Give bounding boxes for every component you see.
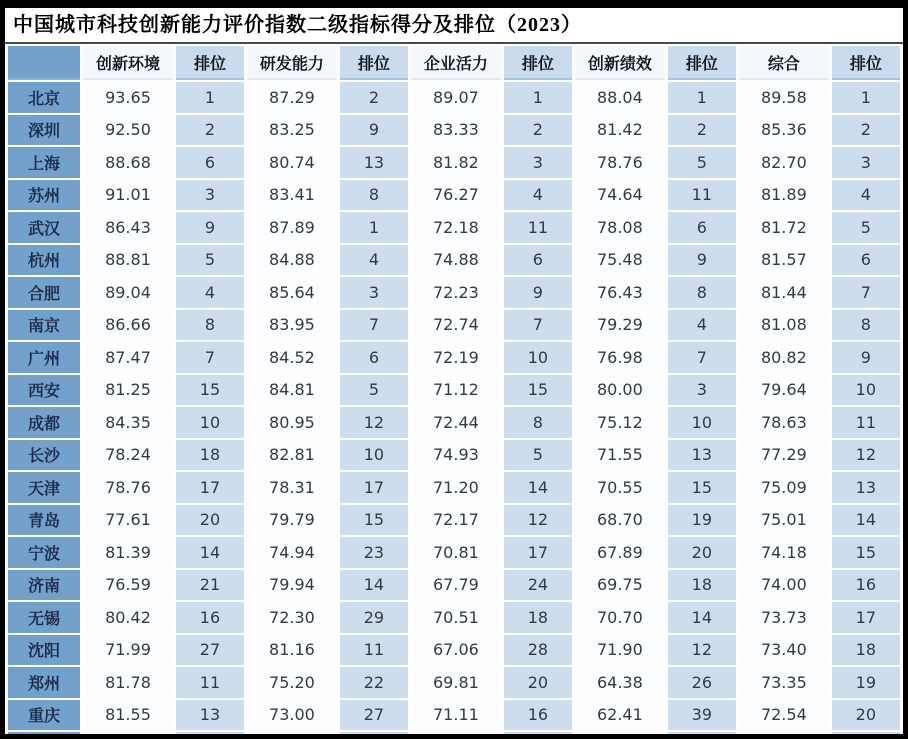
score-cell: 67.89 (575, 537, 665, 568)
score-cell: 75.48 (575, 245, 665, 276)
rank-cell: 10 (832, 375, 900, 406)
score-cell: 72.74 (411, 310, 501, 341)
score-cell: 78.31 (247, 472, 337, 503)
score-cell: 87.89 (247, 212, 337, 243)
score-cell: 69.81 (411, 667, 501, 698)
score-cell: 84.81 (247, 375, 337, 406)
score-cell: 84.88 (247, 245, 337, 276)
rank-cell: 5 (340, 375, 408, 406)
table-row (8, 310, 900, 341)
score-cell: 81.16 (247, 635, 337, 666)
score-cell: 70.51 (411, 602, 501, 633)
score-column-header: 企业活力 (411, 46, 501, 80)
rank-cell: 17 (340, 472, 408, 503)
rank-cell: 12 (832, 440, 900, 471)
rank-cell: 17 (504, 537, 572, 568)
score-cell: 83.95 (247, 310, 337, 341)
score-cell: 74.18 (739, 537, 829, 568)
partial-cell (340, 732, 408, 736)
corner-cell (8, 46, 80, 80)
score-cell: 67.79 (411, 570, 501, 601)
city-name-cell: 济南 (8, 570, 80, 601)
rank-cell: 11 (668, 180, 736, 211)
city-name-cell: 广州 (8, 342, 80, 373)
rank-cell: 5 (504, 440, 572, 471)
rank-cell: 4 (504, 180, 572, 211)
score-column-header: 研发能力 (247, 46, 337, 80)
city-name-cell: 重庆 (8, 700, 80, 731)
score-cell: 87.47 (83, 342, 173, 373)
rank-cell: 15 (176, 375, 244, 406)
rank-cell: 8 (668, 277, 736, 308)
score-cell: 80.74 (247, 147, 337, 178)
score-cell: 75.09 (739, 472, 829, 503)
partial-cell (575, 732, 665, 736)
rank-cell: 9 (176, 212, 244, 243)
rank-cell: 11 (340, 635, 408, 666)
rank-cell: 16 (504, 700, 572, 731)
city-name-cell: 天津 (8, 472, 80, 503)
score-cell: 76.27 (411, 180, 501, 211)
score-cell: 79.94 (247, 570, 337, 601)
score-cell: 89.58 (739, 82, 829, 113)
city-name-cell: 沈阳 (8, 635, 80, 666)
rank-cell: 20 (176, 505, 244, 536)
city-name-cell: 深圳 (8, 115, 80, 146)
header-row (8, 46, 900, 80)
rank-cell: 16 (176, 602, 244, 633)
rank-cell: 19 (668, 505, 736, 536)
rank-cell: 3 (340, 277, 408, 308)
score-cell: 89.04 (83, 277, 173, 308)
score-cell: 75.01 (739, 505, 829, 536)
score-cell: 81.57 (739, 245, 829, 276)
score-cell: 82.81 (247, 440, 337, 471)
rank-cell: 12 (668, 635, 736, 666)
score-cell: 81.78 (83, 667, 173, 698)
partial-cell (247, 732, 337, 736)
score-cell: 80.82 (739, 342, 829, 373)
rank-cell: 7 (504, 310, 572, 341)
rank-cell: 11 (176, 667, 244, 698)
rank-cell: 18 (176, 440, 244, 471)
score-cell: 72.19 (411, 342, 501, 373)
rank-cell: 13 (340, 147, 408, 178)
score-cell: 78.24 (83, 440, 173, 471)
city-name-cell: 苏州 (8, 180, 80, 211)
rank-cell: 23 (340, 537, 408, 568)
score-cell: 84.52 (247, 342, 337, 373)
rank-cell: 39 (668, 700, 736, 731)
score-cell: 81.08 (739, 310, 829, 341)
rank-cell: 3 (668, 375, 736, 406)
rank-cell: 10 (668, 407, 736, 438)
rank-cell: 27 (176, 635, 244, 666)
rank-cell: 1 (176, 82, 244, 113)
score-cell: 83.25 (247, 115, 337, 146)
score-cell: 74.88 (411, 245, 501, 276)
score-cell: 76.98 (575, 342, 665, 373)
rank-cell: 24 (504, 570, 572, 601)
table-row (8, 635, 900, 666)
score-cell: 85.64 (247, 277, 337, 308)
table-row (8, 245, 900, 276)
score-cell: 70.81 (411, 537, 501, 568)
rank-column-header: 排位 (176, 46, 244, 80)
partial-cell (411, 732, 501, 736)
score-cell: 74.93 (411, 440, 501, 471)
score-cell: 80.42 (83, 602, 173, 633)
score-column-header: 创新环境 (83, 46, 173, 80)
city-name-cell: 成都 (8, 407, 80, 438)
rank-cell: 15 (504, 375, 572, 406)
rank-cell: 28 (504, 635, 572, 666)
rank-cell: 22 (340, 667, 408, 698)
rank-cell: 14 (832, 505, 900, 536)
score-cell: 68.70 (575, 505, 665, 536)
score-cell: 79.29 (575, 310, 665, 341)
score-cell: 74.94 (247, 537, 337, 568)
rank-cell: 3 (176, 180, 244, 211)
partial-cell (83, 732, 173, 736)
score-cell: 71.12 (411, 375, 501, 406)
rank-cell: 10 (504, 342, 572, 373)
rank-cell: 1 (668, 82, 736, 113)
rank-cell: 13 (832, 472, 900, 503)
score-cell: 72.17 (411, 505, 501, 536)
rank-cell: 2 (504, 115, 572, 146)
score-cell: 69.75 (575, 570, 665, 601)
rank-cell: 19 (832, 667, 900, 698)
rank-cell: 13 (668, 440, 736, 471)
score-cell: 82.70 (739, 147, 829, 178)
table-row (8, 505, 900, 536)
score-cell: 74.00 (739, 570, 829, 601)
score-cell: 77.61 (83, 505, 173, 536)
score-cell: 73.40 (739, 635, 829, 666)
rank-cell: 20 (832, 700, 900, 731)
score-cell: 79.64 (739, 375, 829, 406)
rank-cell: 7 (668, 342, 736, 373)
rank-cell: 15 (340, 505, 408, 536)
rank-cell: 4 (176, 277, 244, 308)
score-cell: 79.79 (247, 505, 337, 536)
rank-cell: 1 (832, 82, 900, 113)
rank-cell: 4 (340, 245, 408, 276)
city-name-cell: 青岛 (8, 505, 80, 536)
rank-cell: 4 (668, 310, 736, 341)
score-cell: 71.11 (411, 700, 501, 731)
table-row (8, 342, 900, 373)
score-column-header: 创新绩效 (575, 46, 665, 80)
table-row (8, 440, 900, 471)
rank-cell: 7 (340, 310, 408, 341)
rank-cell: 18 (668, 570, 736, 601)
table-row (8, 667, 900, 698)
score-cell: 88.68 (83, 147, 173, 178)
score-cell: 81.89 (739, 180, 829, 211)
rank-cell: 29 (340, 602, 408, 633)
partial-cell (668, 732, 736, 736)
score-column-header: 综合 (739, 46, 829, 80)
partial-cell (504, 732, 572, 736)
score-cell: 75.12 (575, 407, 665, 438)
rank-cell: 15 (668, 472, 736, 503)
table-row (8, 537, 900, 568)
score-cell: 73.00 (247, 700, 337, 731)
table-body (8, 82, 900, 736)
rank-column-header: 排位 (668, 46, 736, 80)
rank-cell: 17 (832, 602, 900, 633)
score-cell: 73.35 (739, 667, 829, 698)
score-cell: 74.64 (575, 180, 665, 211)
score-cell: 85.36 (739, 115, 829, 146)
table-row (8, 180, 900, 211)
rank-cell: 8 (832, 310, 900, 341)
rank-cell: 9 (340, 115, 408, 146)
score-cell: 77.29 (739, 440, 829, 471)
rank-cell: 5 (832, 212, 900, 243)
rank-cell: 8 (340, 180, 408, 211)
rank-cell: 17 (176, 472, 244, 503)
rank-cell: 9 (504, 277, 572, 308)
rank-cell: 9 (832, 342, 900, 373)
score-cell: 88.04 (575, 82, 665, 113)
rank-cell: 16 (832, 570, 900, 601)
partial-cropped-row (8, 732, 900, 736)
rank-cell: 6 (668, 212, 736, 243)
score-cell: 84.35 (83, 407, 173, 438)
rank-cell: 5 (668, 147, 736, 178)
score-cell: 86.43 (83, 212, 173, 243)
table-row (8, 602, 900, 633)
city-name-cell: 郑州 (8, 667, 80, 698)
table-row (8, 82, 900, 113)
score-cell: 71.90 (575, 635, 665, 666)
city-name-cell: 北京 (8, 82, 80, 113)
rank-cell: 2 (340, 82, 408, 113)
rank-cell: 7 (176, 342, 244, 373)
partial-city-cell (8, 732, 80, 736)
score-cell: 70.70 (575, 602, 665, 633)
score-cell: 93.65 (83, 82, 173, 113)
rank-cell: 8 (504, 407, 572, 438)
rank-cell: 10 (340, 440, 408, 471)
city-name-cell: 无锡 (8, 602, 80, 633)
partial-cell (739, 732, 829, 736)
score-cell: 72.54 (739, 700, 829, 731)
table-row (8, 147, 900, 178)
score-cell: 72.18 (411, 212, 501, 243)
table-row (8, 700, 900, 731)
rank-cell: 6 (832, 245, 900, 276)
rank-cell: 2 (668, 115, 736, 146)
rank-cell: 2 (176, 115, 244, 146)
score-cell: 72.44 (411, 407, 501, 438)
score-cell: 81.82 (411, 147, 501, 178)
city-name-cell: 合肥 (8, 277, 80, 308)
rank-cell: 9 (668, 245, 736, 276)
rank-cell: 4 (832, 180, 900, 211)
score-cell: 62.41 (575, 700, 665, 731)
city-name-cell: 南京 (8, 310, 80, 341)
rank-cell: 11 (832, 407, 900, 438)
page-title: 中国城市科技创新能力评价指数二级指标得分及排位（2023） (5, 8, 903, 44)
score-cell: 75.20 (247, 667, 337, 698)
rank-cell: 6 (504, 245, 572, 276)
score-cell: 76.59 (83, 570, 173, 601)
rank-cell: 18 (504, 602, 572, 633)
city-name-cell: 杭州 (8, 245, 80, 276)
score-cell: 64.38 (575, 667, 665, 698)
rank-cell: 21 (176, 570, 244, 601)
table-row (8, 472, 900, 503)
score-cell: 72.23 (411, 277, 501, 308)
table-row (8, 570, 900, 601)
rank-cell: 1 (340, 212, 408, 243)
rank-cell: 14 (176, 537, 244, 568)
score-cell: 86.66 (83, 310, 173, 341)
rank-cell: 20 (504, 667, 572, 698)
rank-cell: 6 (340, 342, 408, 373)
table-row (8, 407, 900, 438)
rank-cell: 6 (176, 147, 244, 178)
score-cell: 87.29 (247, 82, 337, 113)
rank-cell: 14 (668, 602, 736, 633)
score-cell: 71.20 (411, 472, 501, 503)
table-row (8, 115, 900, 146)
score-cell: 78.76 (83, 472, 173, 503)
score-cell: 71.99 (83, 635, 173, 666)
rank-cell: 3 (832, 147, 900, 178)
city-name-cell: 宁波 (8, 537, 80, 568)
score-cell: 91.01 (83, 180, 173, 211)
score-cell: 88.81 (83, 245, 173, 276)
rank-cell: 11 (504, 212, 572, 243)
score-cell: 81.72 (739, 212, 829, 243)
table-row (8, 375, 900, 406)
score-cell: 70.55 (575, 472, 665, 503)
score-cell: 81.55 (83, 700, 173, 731)
score-cell: 81.39 (83, 537, 173, 568)
rank-cell: 15 (832, 537, 900, 568)
score-cell: 80.95 (247, 407, 337, 438)
rank-cell: 12 (340, 407, 408, 438)
city-name-cell: 长沙 (8, 440, 80, 471)
score-cell: 73.73 (739, 602, 829, 633)
city-name-cell: 武汉 (8, 212, 80, 243)
score-cell: 76.43 (575, 277, 665, 308)
score-cell: 92.50 (83, 115, 173, 146)
score-cell: 81.25 (83, 375, 173, 406)
partial-cell (832, 732, 900, 736)
rank-cell: 5 (176, 245, 244, 276)
table-header (8, 46, 900, 80)
rank-cell: 14 (504, 472, 572, 503)
rank-column-header: 排位 (832, 46, 900, 80)
score-cell: 72.30 (247, 602, 337, 633)
rank-cell: 2 (832, 115, 900, 146)
score-cell: 78.08 (575, 212, 665, 243)
rank-cell: 7 (832, 277, 900, 308)
rank-cell: 13 (176, 700, 244, 731)
rank-cell: 26 (668, 667, 736, 698)
score-cell: 80.00 (575, 375, 665, 406)
index-table (5, 44, 903, 738)
rank-cell: 20 (668, 537, 736, 568)
score-cell: 89.07 (411, 82, 501, 113)
score-cell: 71.55 (575, 440, 665, 471)
city-name-cell: 上海 (8, 147, 80, 178)
rank-cell: 27 (340, 700, 408, 731)
score-cell: 78.63 (739, 407, 829, 438)
partial-cell (176, 732, 244, 736)
score-cell: 81.42 (575, 115, 665, 146)
table-row (8, 277, 900, 308)
rank-cell: 3 (504, 147, 572, 178)
rank-cell: 10 (176, 407, 244, 438)
rank-column-header: 排位 (504, 46, 572, 80)
score-cell: 83.41 (247, 180, 337, 211)
rank-cell: 12 (504, 505, 572, 536)
score-cell: 67.06 (411, 635, 501, 666)
rank-cell: 14 (340, 570, 408, 601)
table-row (8, 212, 900, 243)
score-cell: 81.44 (739, 277, 829, 308)
score-cell: 78.76 (575, 147, 665, 178)
city-name-cell: 西安 (8, 375, 80, 406)
rank-cell: 18 (832, 635, 900, 666)
rank-column-header: 排位 (340, 46, 408, 80)
rank-cell: 8 (176, 310, 244, 341)
score-cell: 83.33 (411, 115, 501, 146)
rank-cell: 1 (504, 82, 572, 113)
